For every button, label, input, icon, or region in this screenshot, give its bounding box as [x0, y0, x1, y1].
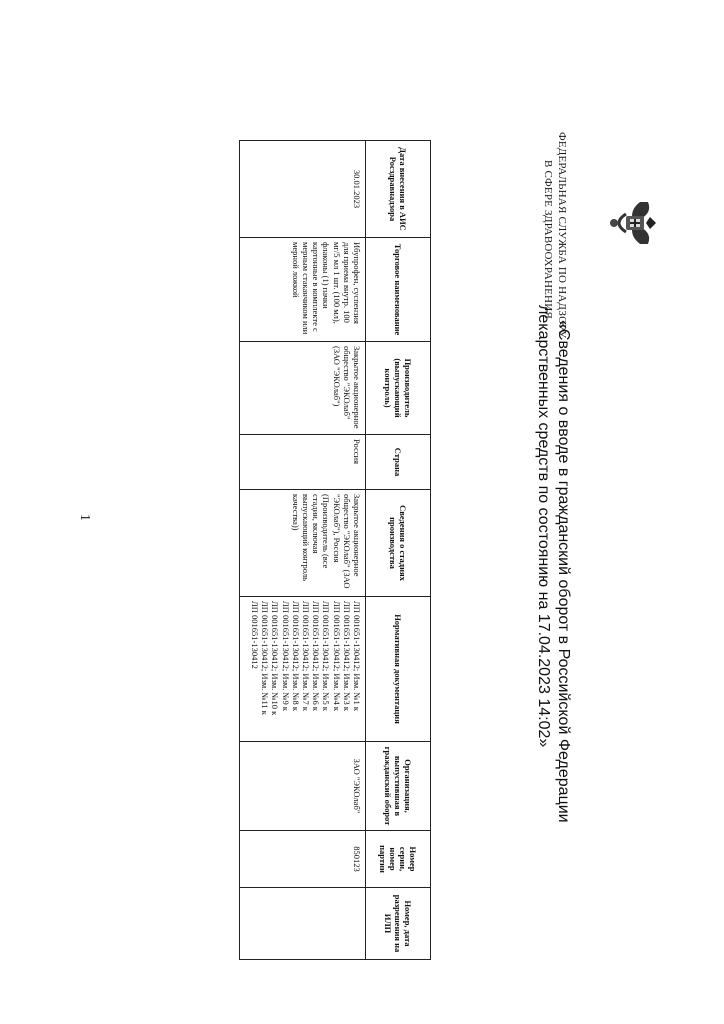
doc-line: ЛП 001651-130412; Изм. №3 к — [341, 601, 352, 711]
doc-line: ЛП 001651-130412; Изм. №8 к — [290, 601, 301, 711]
table-header-row — [366, 141, 431, 960]
registry-table — [239, 140, 431, 960]
header-trade-name: Торговое наименование — [366, 238, 431, 342]
doc-line: ЛП 001651-130412; Изм. №9 к — [280, 601, 291, 711]
header-permit: Номер, дата разрешения на ИЛП — [366, 888, 431, 960]
header-date: Дата внесения в АИС Росздравнадзора — [366, 141, 431, 238]
header-normative-docs: Нормативная документация — [366, 597, 431, 742]
emblem-icon — [606, 198, 662, 248]
page-number: 1 — [77, 514, 92, 521]
cell-organization: ЗАО "ЭКОлаб" — [240, 742, 366, 831]
doc-line: ЛП 001651-130412; Изм. №6 к — [311, 601, 322, 711]
cell-series-number: 850123 — [240, 831, 366, 888]
service-name-line2: В СФЕРЕ ЗДРАВООХРАНЕНИЯ — [542, 160, 554, 319]
table-row — [240, 141, 366, 960]
header-series-number: Номер серии, номер партии — [366, 831, 431, 888]
document-title-line1: «Сведения о вводе в гражданский оборот в Российской Федерации — [555, 320, 572, 823]
cell-stages: Закрытое акционерное общество "ЭКОлаб" (ЗАО "ЭКОлаб"), Россия (Производитель (все стадии, включая выпускающий контроль качества)) — [240, 490, 366, 597]
document-title-line2: лекарственных средств по состоянию на 17.04.2023 14:02» — [535, 305, 552, 748]
cell-permit — [240, 888, 366, 960]
header-manufacturer: Производитель (выпускающий контроль) — [366, 342, 431, 435]
doc-line: ЛП 001651-130412; Изм. №4 к — [331, 601, 342, 711]
cell-date: 30.01.2023 — [240, 141, 366, 238]
header-organization: Организация, выпустившая в гражданский оборот — [366, 742, 431, 831]
service-name-line1: ФЕДЕРАЛЬНАЯ СЛУЖБА ПО НАДЗОРУ — [556, 132, 568, 339]
doc-line: ЛП 001651-130412; Изм. №1 к — [352, 601, 362, 711]
doc-line: ЛП 001651-130412 — [250, 601, 261, 669]
doc-line: ЛП 001651-130412; Изм. №7 к — [301, 601, 312, 711]
cell-trade-name: Ибупрофен, суспензия для приема внутр. 100 мг/5 мл 1 шт. (100 мл), флаконы (1) пачки картонные в комплекте с мерным стаканчиком или мерной ложкой — [240, 238, 366, 342]
cell-normative-docs — [240, 597, 366, 742]
header-stages: Сведения о стадиях производства — [366, 490, 431, 597]
cell-country: Россия — [240, 435, 366, 490]
header-country: Страна — [366, 435, 431, 490]
cell-manufacturer: Закрытое акционерное общество "ЭКОлаб" (ЗАО "ЭКОлаб") — [240, 342, 366, 435]
doc-line: ЛП 001651-130412; Изм. №10 к — [270, 601, 281, 716]
doc-line: ЛП 001651-130412; Изм. №11 к — [260, 601, 271, 715]
doc-line: ЛП 001651-130412; Изм. №5 к — [321, 601, 332, 711]
